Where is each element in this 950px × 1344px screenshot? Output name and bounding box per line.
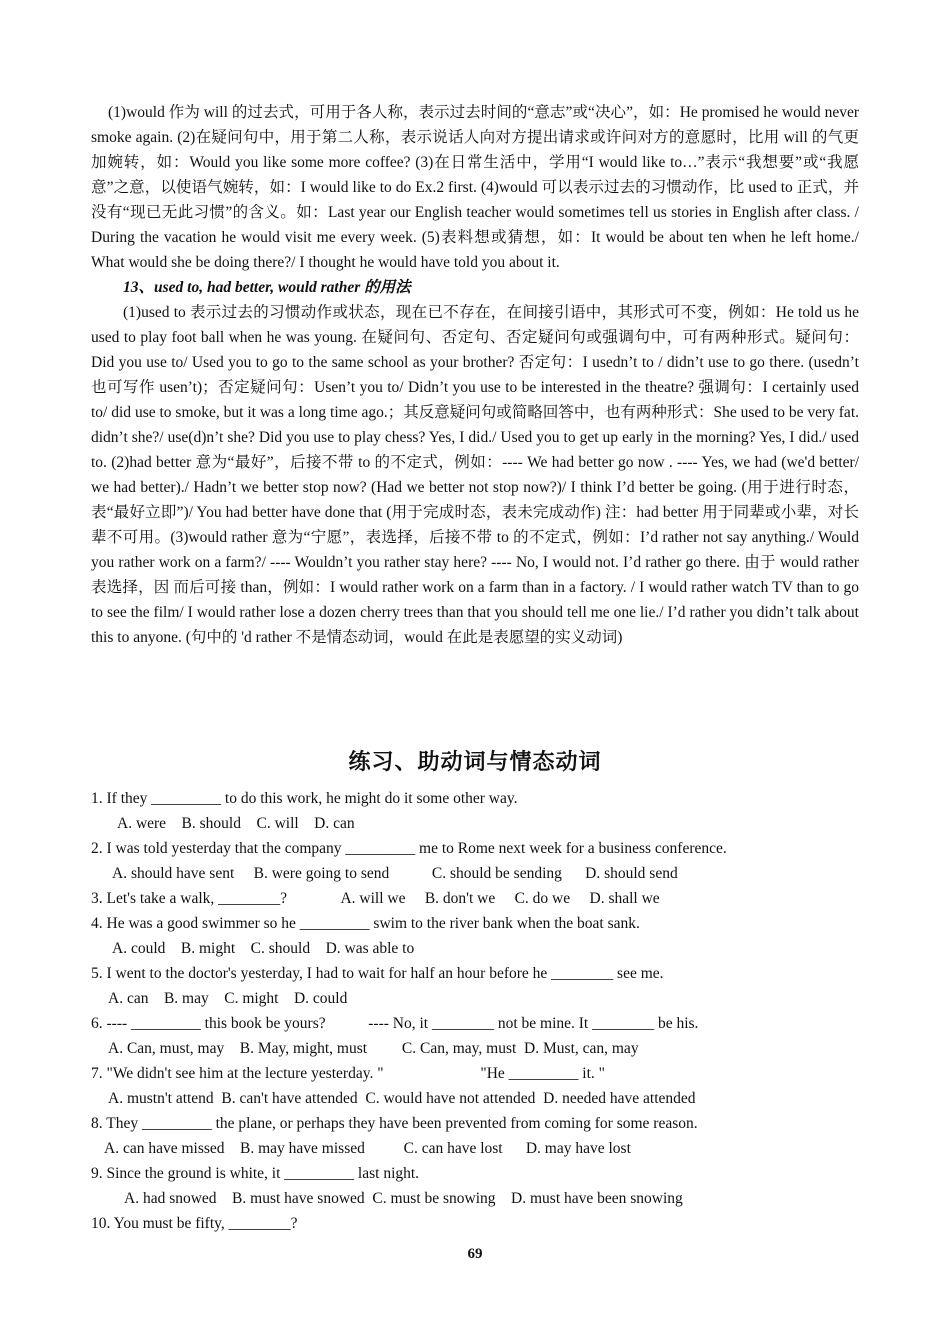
exercise-title: 练习、助动词与情态动词	[348, 750, 602, 775]
question-3: 3. Let's take a walk, ________? A. will we B. don't we C. do we D. shall we	[91, 890, 660, 907]
question-9-options: A. had snowed B. must have snowed C. must be snowing D. must have been snowing	[124, 1190, 683, 1207]
exercise-list	[91, 786, 871, 1236]
grammar-notes	[91, 100, 859, 650]
question-4-options: A. could B. might C. should D. was able to	[112, 940, 415, 957]
question-2: 2. I was told yesterday that the company _________ me to Rome next week for a business conference.	[91, 840, 727, 857]
question-5-options: A. can B. may C. might D. could	[108, 990, 348, 1007]
question-2-options: A. should have sent B. were going to send C. should be sending D. should send	[112, 865, 678, 882]
question-10: 10. You must be fifty, ________?	[91, 1215, 298, 1232]
question-6-options: A. Can, must, may B. May, might, must C. Can, may, must D. Must, can, may	[108, 1040, 639, 1057]
question-6: 6. ---- _________ this book be yours? ---- No, it ________ not be mine. It ________ be his.	[91, 1015, 699, 1032]
question-7: 7. "We didn't see him at the lecture yesterday. " "He _________ it. "	[91, 1065, 605, 1082]
question-8-options: A. can have missed B. may have missed C. can have lost D. may have lost	[104, 1140, 631, 1157]
question-5: 5. I went to the doctor's yesterday, I had to wait for half an hour before he ________ see me.	[91, 965, 664, 982]
question-9: 9. Since the ground is white, it _________ last night.	[91, 1165, 420, 1182]
question-1-options: A. were B. should C. will D. can	[117, 815, 355, 832]
question-1: 1. If they _________ to do this work, he might do it some other way.	[91, 790, 518, 807]
question-4: 4. He was a good swimmer so he _________ swim to the river bank when the boat sank.	[91, 915, 640, 932]
page-number: 69	[467, 1246, 483, 1262]
question-8: 8. They _________ the plane, or perhaps they have been prevented from coming for some reason.	[91, 1115, 698, 1132]
would-usage-paragraph: (1)would 作为 will 的过去式，可用于各人称，表示过去时间的“意志”或“决心”，如：He promised he would never smoke again. (2)在疑问句中，用于第二人称，表示说话人向对方提出请求或许问对方的意愿时，比用 will 的气更加婉转，如：Would you like some more coffee? (3)在日常生活中，学用“I would like to…”表示“我想要”或“我愿意”之意，以使语气婉转，如：I would like to do Ex.2 first. (4)would 可以表示过去的习惯动作，比 used to 正式，并没有“现已无此习惯”的含义。如：Last year our English teacher would sometimes tell us stories in English after class. / During the vacation he would visit me every week. (5)表料想或猜想，如：It would be about ten when he left home./ What would she be doing there?/ I thought he would have told you about it.	[91, 104, 859, 271]
question-7-options: A. mustn't attend B. can't have attended C. would have not attended D. needed have attended	[108, 1090, 696, 1107]
section-heading-13: 13、used to, had better, would rather 的用法	[123, 279, 411, 296]
used-to-paragraph: (1)used to 表示过去的习惯动作或状态，现在已不存在，在间接引语中，其形式可不变，例如：He told us he used to play foot ball when he was young. 在疑问句、否定句、否定疑问句或强调句中，可有两种形式。疑问句：Did you use to/ Used you to go to the same school as your brother? 否定句：I usedn’t to / didn’t use to go there. (usedn’t 也可写作 usen’t)；否定疑问句：Usen’t you to/ Didn’t you use to be interested in the theatre? 强调句：I certainly used to/ did use to smoke, but it was a long time ago.；其反意疑问句或简略回答中，也有两种形式：She used to be very fat. didn’t she?/ use(d)n’t she? Did you use to play chess? Yes, I did./ Used you to get up early in the morning? Yes, I did./ used to. (2)had better 意为“最好”，后接不带 to 的不定式，例如：---- We had better go now . ---- Yes, we had (we'd better/ we had better)./ Hadn’t we better stop now? (Had we better not stop now?)/ I think I’d better be going. (用于进行时态，表“最好立即”)/ You had better have done that (用于完成时态，表未完成动作) 注：had better 用于同辈或小辈，对长辈不可用。(3)would rather 意为“宁愿”，表选择，后接不带 to 的不定式，例如：I’d rather not say anything./ Would you rather work on a farm?/ ---- Wouldn’t you rather stay here? ---- No, I would not. I’d rather go there. 由于 would rather 表选择，因 而后可接 than，例如：I would rather work on a farm than in a factory. / I would rather watch TV than to go to see the film/ I would rather lose a dozen cherry trees than that you should tell me one lie./ I’d rather you didn’t talk about this to anyone. (句中的 'd rather 不是情态动词，would 在此是表愿望的实义动词)	[91, 304, 859, 646]
